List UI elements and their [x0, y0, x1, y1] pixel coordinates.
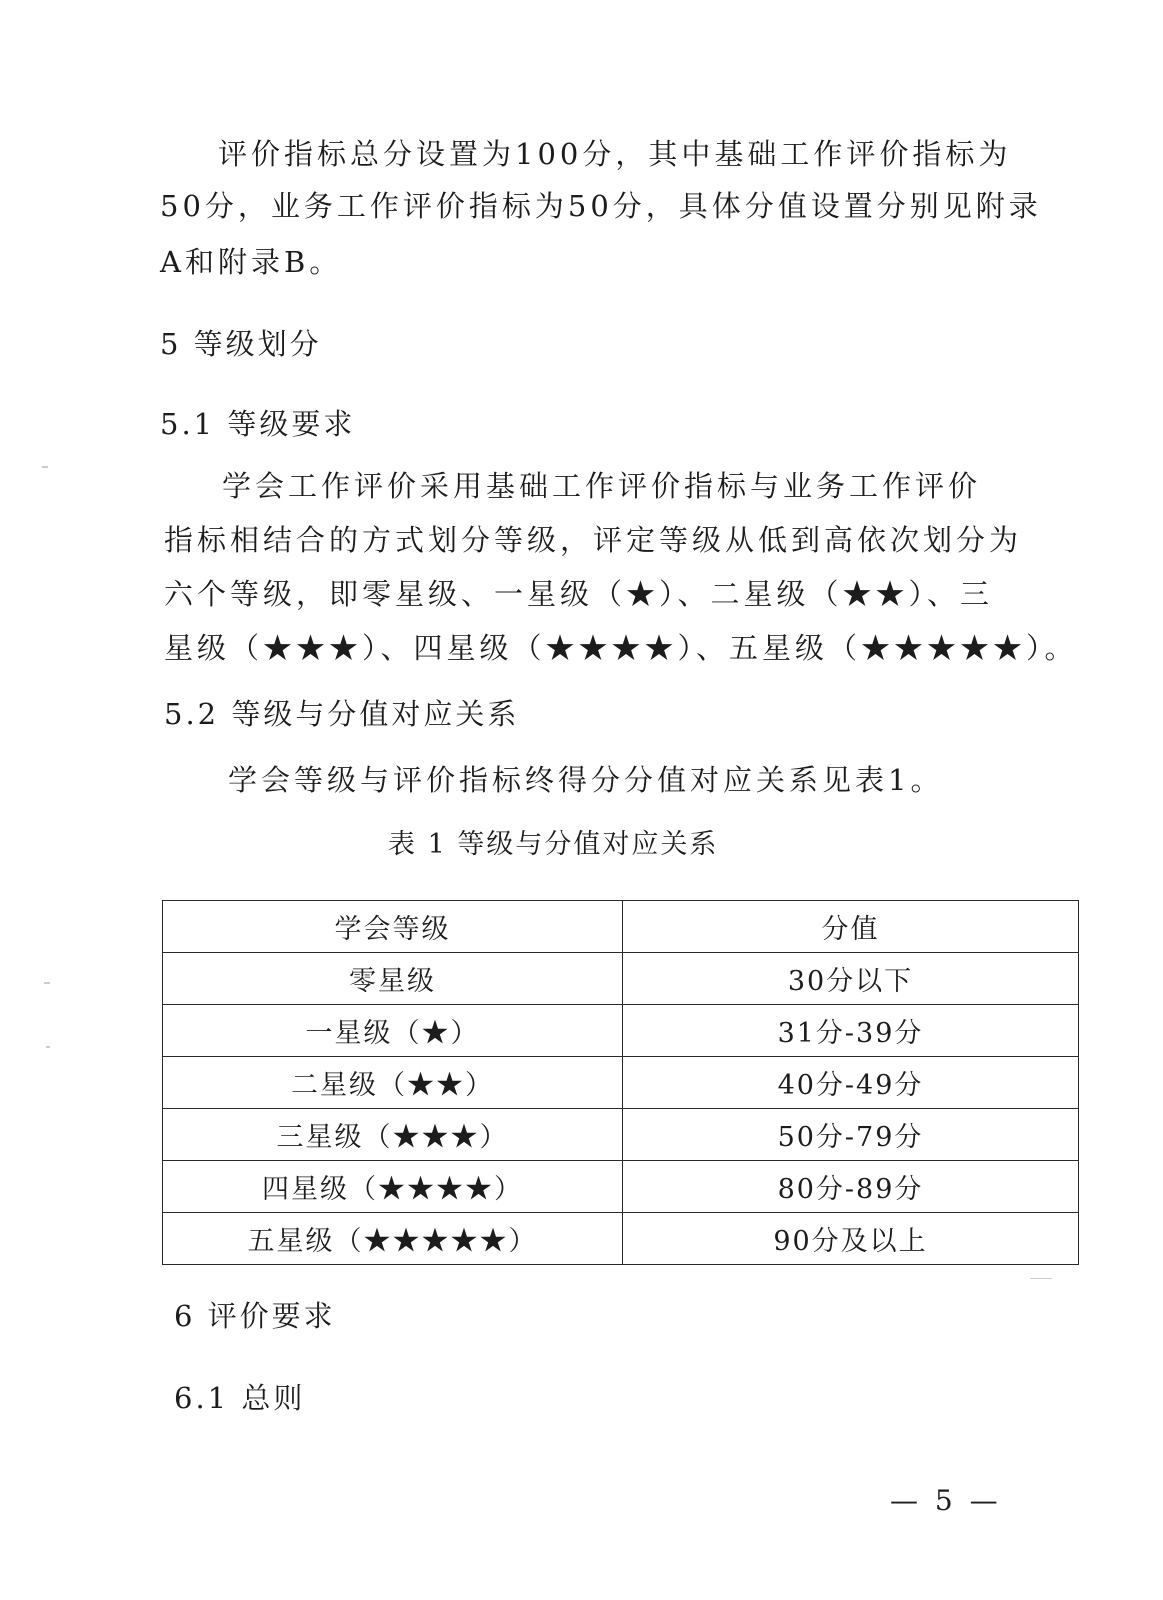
- section-5-1-line-4: 星级（★★★）、四星级（★★★★）、五星级（★★★★★）。: [164, 631, 1078, 665]
- grade-cell: 零星级: [163, 953, 623, 1005]
- grade-cell: 一星级（★）: [163, 1005, 623, 1057]
- header-score: 分值: [623, 901, 1079, 953]
- table-row: [163, 1109, 1079, 1161]
- table-row: [163, 1005, 1079, 1057]
- header-grade: 学会等级: [163, 901, 623, 953]
- grade-cell: 二星级（★★）: [163, 1057, 623, 1109]
- scan-artifact: [44, 982, 50, 984]
- section-6-heading: 6 评价要求: [174, 1299, 336, 1333]
- table-row: [163, 1057, 1079, 1109]
- scan-artifact: [46, 1046, 50, 1048]
- score-cell: 31分-39分: [623, 1005, 1079, 1057]
- intro-line-1: 评价指标总分设置为100分，其中基础工作评价指标为: [218, 137, 1012, 171]
- grade-cell: 五星级（★★★★★）: [163, 1213, 623, 1265]
- section-5-1-line-2: 指标相结合的方式划分等级，评定等级从低到高依次划分为: [164, 523, 1023, 557]
- section-5-1-line-3: 六个等级，即零星级、一星级（★）、二星级（★★）、三: [164, 577, 994, 611]
- grade-cell: 三星级（★★★）: [163, 1109, 623, 1161]
- scan-artifact: [42, 466, 48, 468]
- table-header-row: [163, 901, 1079, 953]
- section-5-2-line-1: 学会等级与评价指标终得分分值对应关系见表1。: [228, 763, 944, 797]
- section-5-1-heading: 5.1 等级要求: [160, 407, 356, 441]
- table-1-caption: 表 1 等级与分值对应关系: [388, 829, 719, 860]
- page-number: — 5 —: [890, 1484, 1002, 1517]
- grade-cell: 四星级（★★★★）: [163, 1161, 623, 1213]
- grade-score-table: [162, 900, 1079, 1265]
- table-row: [163, 1213, 1079, 1265]
- score-cell: 80分-89分: [623, 1161, 1079, 1213]
- table-row: [163, 953, 1079, 1005]
- intro-line-2: 50分，业务工作评价指标为50分，具体分值设置分别见附录: [160, 189, 1042, 223]
- section-5-1-line-1: 学会工作评价采用基础工作评价指标与业务工作评价: [222, 469, 982, 503]
- scan-artifact: [1030, 1278, 1052, 1279]
- section-5-heading: 5 等级划分: [160, 327, 322, 361]
- section-6-1-heading: 6.1 总则: [174, 1381, 306, 1415]
- score-cell: 30分以下: [623, 953, 1079, 1005]
- score-cell: 50分-79分: [623, 1109, 1079, 1161]
- score-cell: 90分及以上: [623, 1213, 1079, 1265]
- table-row: [163, 1161, 1079, 1213]
- score-cell: 40分-49分: [623, 1057, 1079, 1109]
- intro-line-3: A和附录B。: [160, 245, 343, 279]
- section-5-2-heading: 5.2 等级与分值对应关系: [164, 697, 520, 731]
